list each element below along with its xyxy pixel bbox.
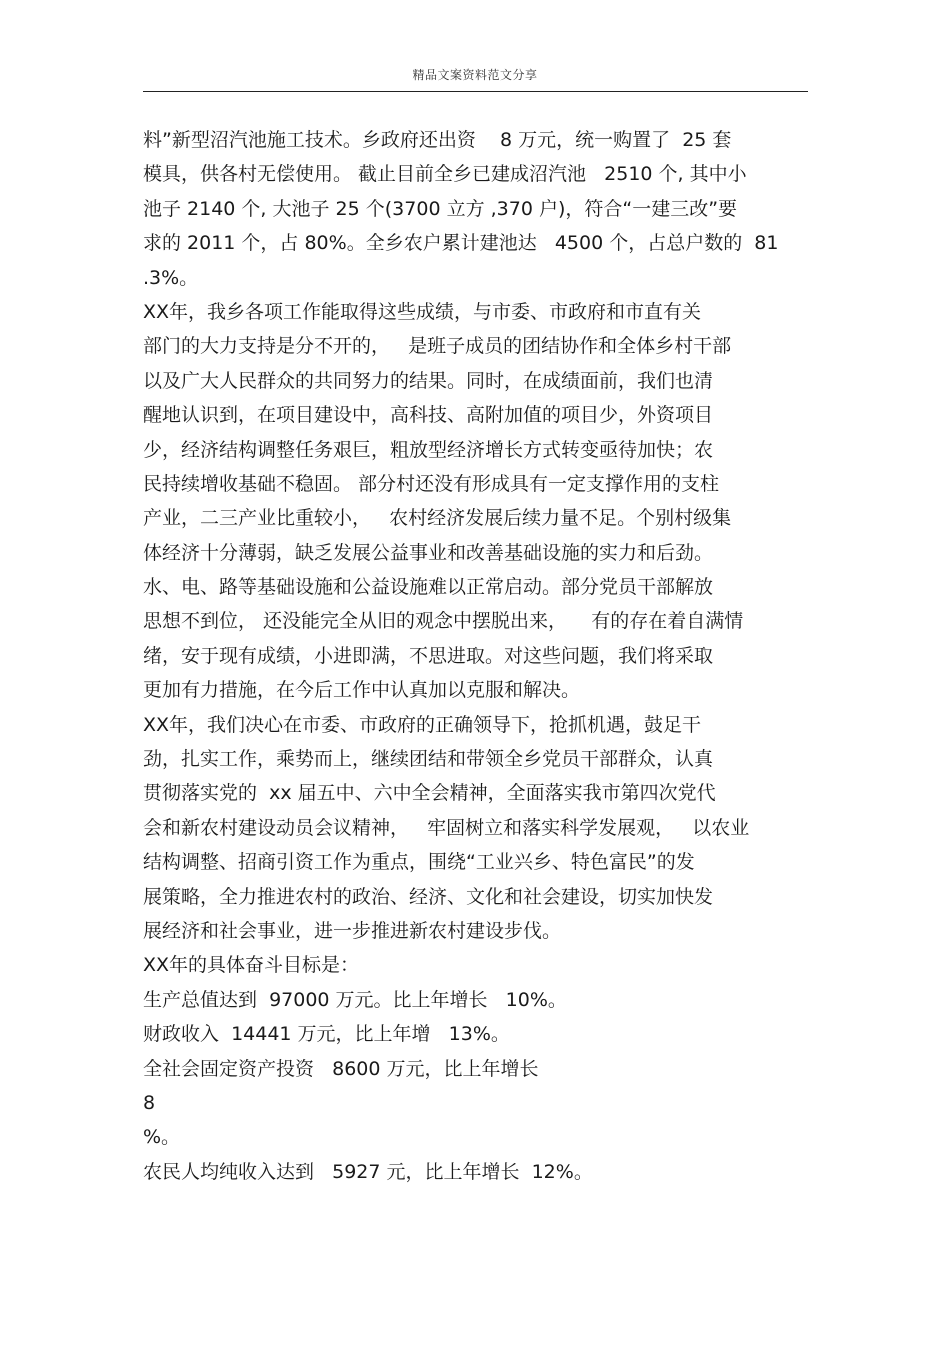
text-line: 8 [143, 1091, 156, 1114]
text-line: 模具，供各村无偿使用。 截止目前全乡已建成沼汽池 2510 个, 其中小 [143, 163, 747, 186]
text-line: 展经济和社会事业，进一步推进新农村建设步伐。 [143, 919, 562, 942]
text-line: 水、电、路等基础设施和公益设施难以正常启动。部分党员干部解放 [143, 576, 714, 599]
text-line: .3%。 [143, 266, 199, 289]
text-line: XX年，我乡各项工作能取得这些成绩，与市委、市政府和市直有关 [143, 300, 702, 323]
text-line: 民持续增收基础不稳固。 部分村还没有形成具有一定支撑作用的支柱 [143, 472, 720, 495]
text-line: 财政收入 14441 万元，比上年增 13%。 [143, 1023, 510, 1046]
text-line: 醒地认识到，在项目建设中，高科技、高附加值的项目少，外资项目 [143, 404, 714, 427]
text-line: 思想不到位， 还没能完全从旧的观念中摆脱出来， 有的存在着自满情 [143, 610, 744, 633]
text-line: 更加有力措施，在今后工作中认真加以克服和解决。 [143, 679, 581, 702]
text-line: 会和新农村建设动员会议精神， 牢固树立和落实科学发展观， 以农业 [143, 816, 750, 839]
page-header: 精品文案资料范文分享 [412, 68, 538, 82]
text-line: 劲，扎实工作，乘势而上，继续团结和带领全乡党员干部群众，认真 [143, 748, 714, 771]
text-line: 求的 2011 个，占 80%。全乡农户累计建池达 4500 个，占总户数的 81 [143, 232, 779, 255]
header-divider [143, 91, 808, 92]
text-line: %。 [143, 1126, 181, 1149]
document-body [143, 123, 813, 1189]
text-line: XX年，我们决心在市委、市政府的正确领导下，抢抓机遇，鼓足干 [143, 713, 702, 736]
text-line: 生产总值达到 97000 万元。比上年增长 10%。 [143, 988, 567, 1011]
text-line: 贯彻落实党的 xx 届五中、六中全会精神，全面落实我市第四次党代 [143, 782, 716, 805]
text-line: 全社会固定资产投资 8600 万元，比上年增长 [143, 1057, 539, 1080]
text-line: 以及广大人民群众的共同努力的结果。同时，在成绩面前，我们也清 [143, 369, 714, 392]
text-line: 产业，二三产业比重较小， 农村经济发展后续力量不足。个别村级集 [143, 507, 732, 530]
text-line: 少，经济结构调整任务艰巨，粗放型经济增长方式转变亟待加快；农 [143, 438, 714, 461]
text-line: 池子 2140 个, 大池子 25 个(3700 立方 ,370 户)，符合“一建三改”要 [143, 197, 738, 220]
text-line: 部门的大力支持是分不开的， 是班子成员的团结协作和全体乡村干部 [143, 335, 732, 358]
text-line: 体经济十分薄弱，缺乏发展公益事业和改善基础设施的实力和后劲。 [143, 541, 714, 564]
text-line: 农民人均纯收入达到 5927 元，比上年增长 12%。 [143, 1160, 593, 1183]
text-line: 结构调整、招商引资工作为重点，围绕“工业兴乡、特色富民”的发 [143, 851, 695, 874]
text-line: 展策略，全力推进农村的政治、经济、文化和社会建设，切实加快发 [143, 885, 714, 908]
text-line: 料”新型沼汽池施工技术。乡政府还出资 8 万元，统一购置了 25 套 [143, 129, 732, 151]
text-line: 绪，安于现有成绩，小进即满，不思进取。对这些问题，我们将采取 [143, 644, 714, 667]
text-line: XX年的具体奋斗目标是： [143, 954, 360, 977]
